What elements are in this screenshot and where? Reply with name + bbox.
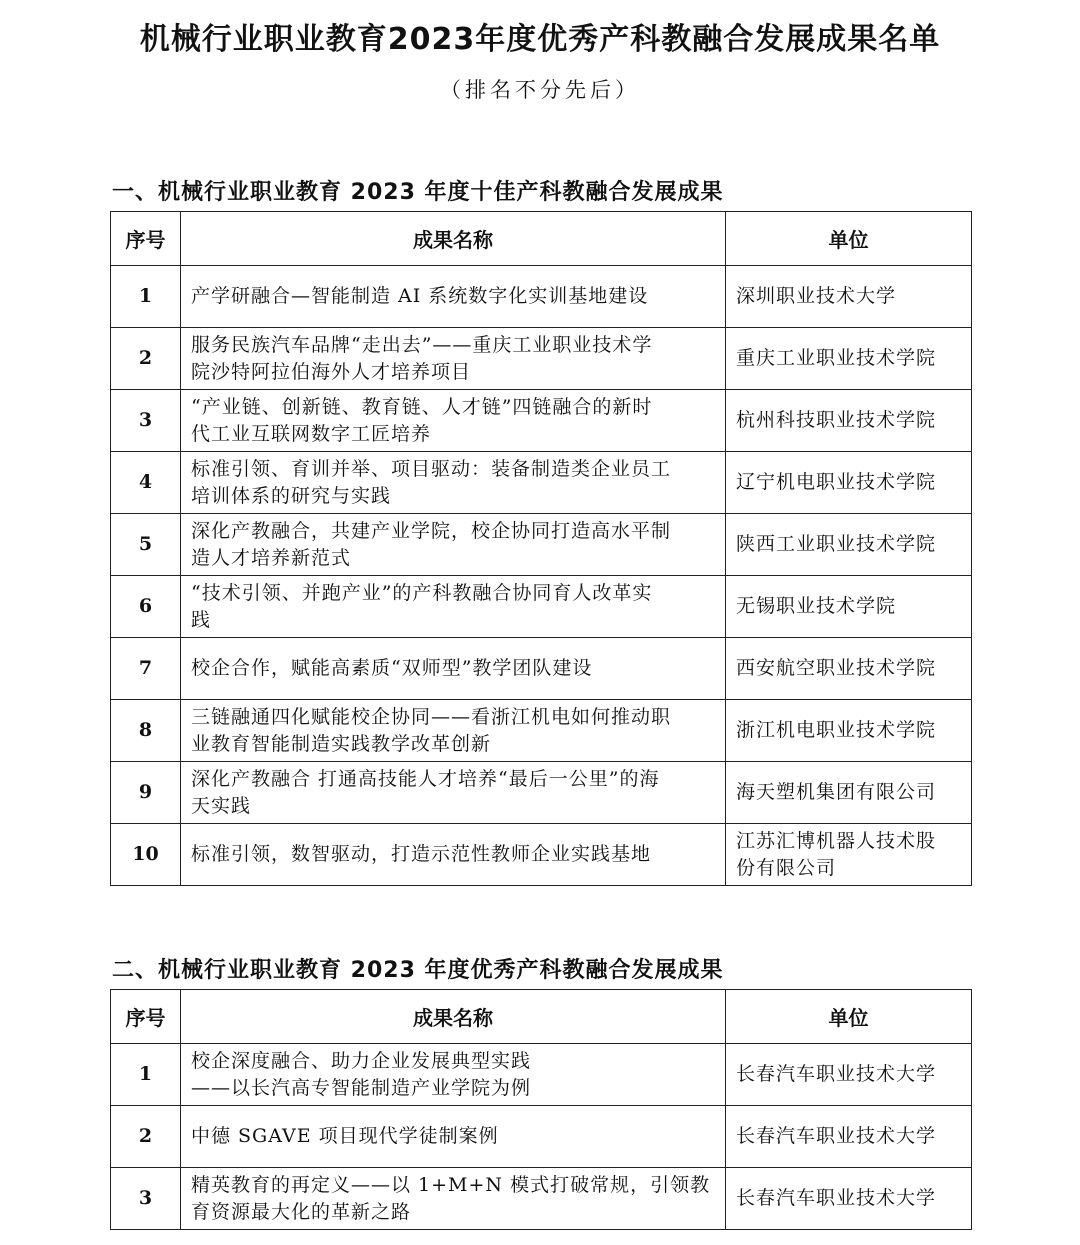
row-name-line: 校企合作，赋能高素质“双师型”教学团队建设	[191, 657, 593, 679]
row-unit-line: 西安航空职业技术学院	[736, 657, 937, 679]
row-name-line: 中德 SGAVE 项目现代学徒制案例	[191, 1125, 499, 1147]
row-unit-line: 长春汽车职业技术大学	[736, 1187, 937, 1209]
row-name	[181, 576, 726, 638]
row-name	[181, 390, 726, 452]
row-seq: 10	[111, 824, 181, 886]
row-name-line: 院沙特阿拉伯海外人才培养项目	[191, 360, 472, 383]
row-name-line: 标准引领，数智驱动，打造示范性教师企业实践基地	[191, 843, 652, 865]
table-row	[111, 452, 972, 514]
row-name-line: 服务民族汽车品牌“走出去”——重庆工业职业技术学	[191, 333, 653, 356]
row-name-line: 深化产教融合，共建产业学院，校企协同打造高水平制	[191, 519, 672, 542]
row-name-line: 三链融通四化赋能校企协同——看浙江机电如何推动职	[191, 705, 672, 728]
row-unit	[726, 1106, 972, 1168]
row-seq: 7	[111, 638, 181, 700]
row-name	[181, 1044, 726, 1106]
row-name	[181, 514, 726, 576]
row-name	[181, 1106, 726, 1168]
row-unit-line: 浙江机电职业技术学院	[736, 719, 937, 741]
row-name-line: ——以长汽高专智能制造产业学院为例	[191, 1076, 532, 1099]
row-seq: 6	[111, 576, 181, 638]
row-name	[181, 452, 726, 514]
row-seq: 1	[111, 266, 181, 328]
row-name-line: 天实践	[191, 794, 252, 817]
row-unit-line: 陕西工业职业技术学院	[736, 533, 937, 555]
row-name-line: 校企深度融合、助力企业发展典型实践	[191, 1049, 532, 1072]
table-row	[111, 266, 972, 328]
row-seq: 9	[111, 762, 181, 824]
row-unit-line: 深圳职业技术大学	[736, 285, 897, 307]
row-name-line: 精英教育的再定义——以 1+M+N 模式打破常规，引领教	[191, 1173, 711, 1196]
row-name	[181, 824, 726, 886]
row-unit-line: 重庆工业职业技术学院	[736, 347, 937, 369]
row-name-line: 培训体系的研究与实践	[191, 484, 392, 507]
row-unit-line: 份有限公司	[736, 856, 837, 879]
section2-table	[110, 989, 972, 1230]
row-name	[181, 266, 726, 328]
header-unit: 单位	[726, 212, 972, 266]
header-name: 成果名称	[181, 212, 726, 266]
row-name	[181, 762, 726, 824]
section1-heading: 一、机械行业职业教育 2023 年度十佳产科教融合发展成果	[112, 180, 724, 205]
table-row	[111, 824, 972, 886]
row-name-line: 造人才培养新范式	[191, 546, 352, 569]
table-row	[111, 1168, 972, 1230]
table-row	[111, 328, 972, 390]
row-unit	[726, 1168, 972, 1230]
table-row	[111, 1044, 972, 1106]
row-seq: 8	[111, 700, 181, 762]
row-unit-line: 海天塑机集团有限公司	[736, 781, 937, 803]
row-unit-line: 长春汽车职业技术大学	[736, 1063, 937, 1085]
row-name-line: 育资源最大化的革新之路	[191, 1200, 412, 1223]
row-unit	[726, 328, 972, 390]
document-subtitle: （排名不分先后）	[440, 78, 640, 102]
row-name-line: 产学研融合—智能制造 AI 系统数字化实训基地建设	[191, 285, 649, 307]
row-name	[181, 328, 726, 390]
table-header-row	[111, 212, 972, 266]
row-unit-line: 杭州科技职业技术学院	[736, 409, 937, 431]
table-row	[111, 700, 972, 762]
row-name-line: 践	[191, 608, 212, 631]
row-unit	[726, 638, 972, 700]
table-row	[111, 576, 972, 638]
table-row	[111, 762, 972, 824]
row-unit-line: 长春汽车职业技术大学	[736, 1125, 937, 1147]
table-row	[111, 638, 972, 700]
row-unit	[726, 452, 972, 514]
row-seq: 4	[111, 452, 181, 514]
row-seq: 3	[111, 1168, 181, 1230]
header-unit: 单位	[726, 990, 972, 1044]
row-name-line: 代工业互联网数字工匠培养	[191, 422, 432, 445]
section2-heading: 二、机械行业职业教育 2023 年度优秀产科教融合发展成果	[112, 958, 724, 983]
row-unit	[726, 700, 972, 762]
row-name-line: “产业链、创新链、教育链、人才链”四链融合的新时	[191, 395, 653, 418]
row-unit	[726, 1044, 972, 1106]
section1-table	[110, 211, 972, 886]
row-seq: 3	[111, 390, 181, 452]
row-unit	[726, 266, 972, 328]
row-unit	[726, 576, 972, 638]
row-name	[181, 700, 726, 762]
row-unit	[726, 514, 972, 576]
row-unit	[726, 762, 972, 824]
table-row	[111, 1106, 972, 1168]
document-title: 机械行业职业教育2023年度优秀产科教融合发展成果名单	[139, 22, 941, 57]
row-name-line: “技术引领、并跑产业”的产科教融合协同育人改革实	[191, 581, 653, 604]
row-name-line: 标准引领、育训并举、项目驱动：装备制造类企业员工	[191, 457, 672, 480]
row-unit-line: 江苏汇博机器人技术股	[736, 829, 937, 852]
row-name	[181, 638, 726, 700]
table-row	[111, 390, 972, 452]
row-name-line: 深化产教融合 打通高技能人才培养“最后一公里”的海	[191, 767, 660, 790]
section1-body	[111, 266, 972, 886]
table-row	[111, 514, 972, 576]
row-unit-line: 无锡职业技术学院	[736, 595, 897, 617]
header-name: 成果名称	[181, 990, 726, 1044]
row-seq: 2	[111, 328, 181, 390]
header-seq: 序号	[111, 990, 181, 1044]
row-seq: 1	[111, 1044, 181, 1106]
header-seq: 序号	[111, 212, 181, 266]
section2-body	[111, 1044, 972, 1230]
row-seq: 2	[111, 1106, 181, 1168]
row-unit-line: 辽宁机电职业技术学院	[736, 471, 937, 493]
row-name-line: 业教育智能制造实践教学改革创新	[191, 732, 492, 755]
table-header-row	[111, 990, 972, 1044]
row-unit	[726, 390, 972, 452]
row-seq: 5	[111, 514, 181, 576]
row-name	[181, 1168, 726, 1230]
row-unit	[726, 824, 972, 886]
